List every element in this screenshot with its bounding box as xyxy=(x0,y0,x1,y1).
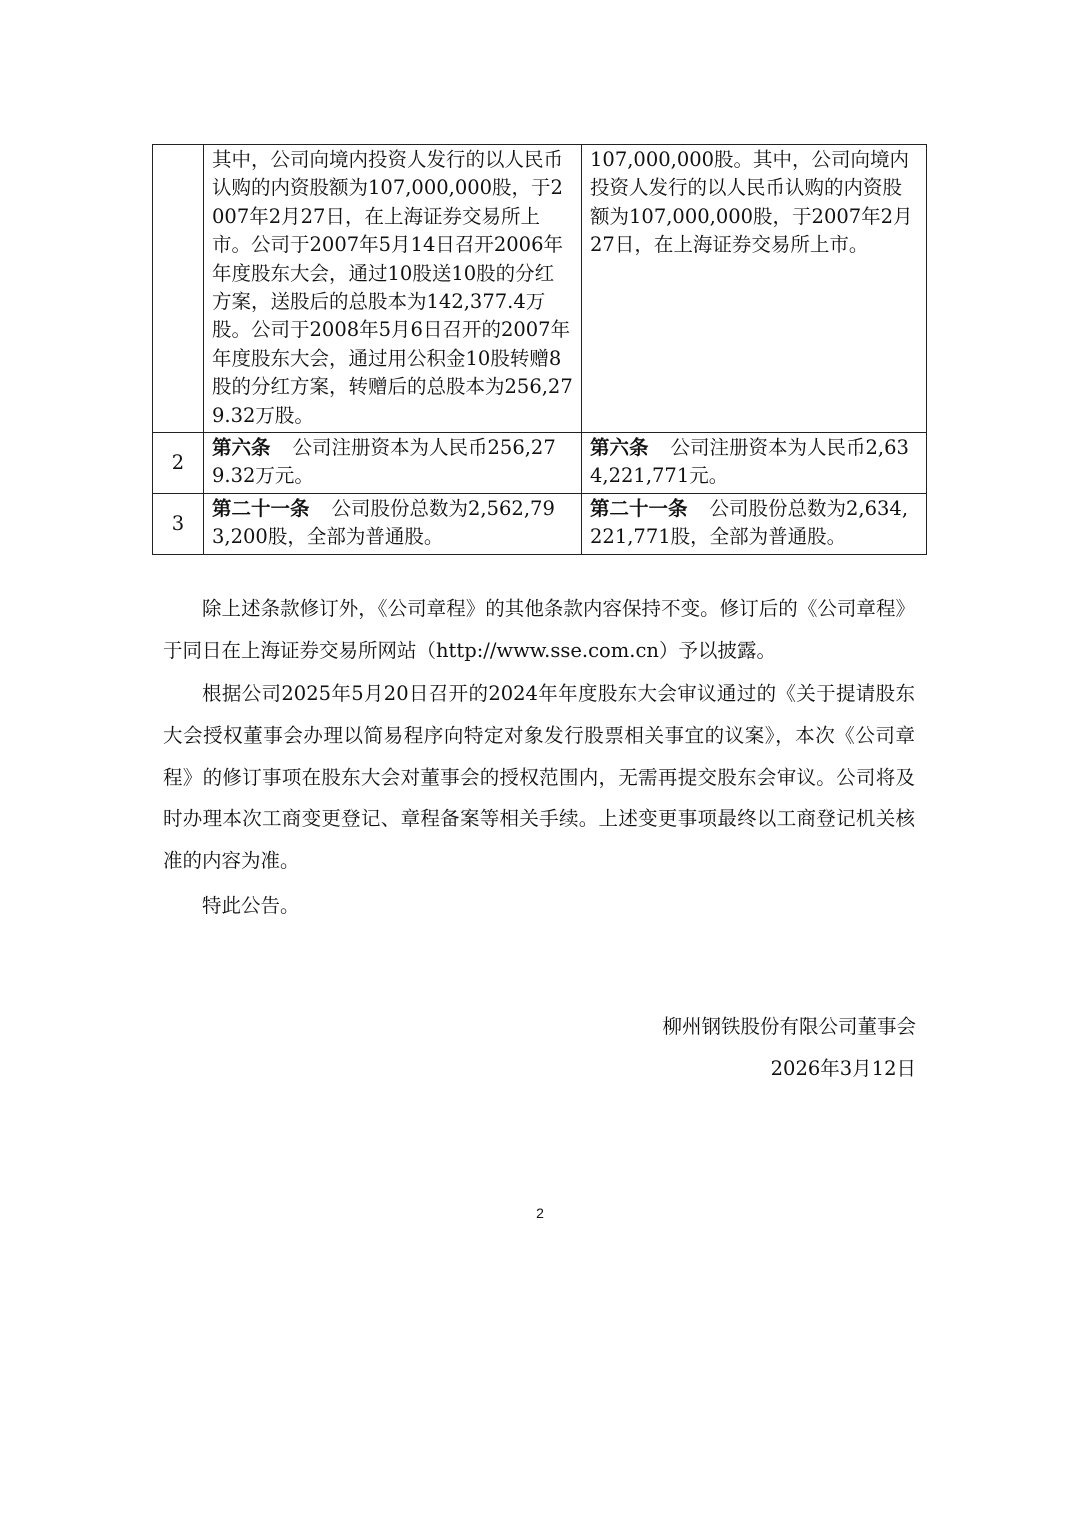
original-clause-text: 公司注册资本为人民币256,279.32万元。 xyxy=(212,436,556,488)
original-clause xyxy=(204,433,582,494)
original-clause-text: 其中，公司向境内投资人发行的以人民币认购的内资股额为107,000,000股，于2007年2月27日，在上海证券交易所上市。公司于2007年5月14日召开2006年年度股东大会，通过10股送10股的分红方案，送股后的总股本为142,377.4万股。公司于2008年5月6日召开的2007年年度股东大会，通过用公积金10股转赠8股的分红方案，转赠后的总股本为256,279.32万股。 xyxy=(204,145,582,433)
original-clause-text: 公司股份总数为2,562,793,200股，全部为普通股。 xyxy=(212,496,555,549)
page-number: 2 xyxy=(536,1205,544,1221)
table-row xyxy=(153,145,927,433)
amendment-table xyxy=(152,144,927,555)
table-row xyxy=(153,433,927,494)
revised-clause xyxy=(582,493,927,554)
revised-clause-text: 公司注册资本为人民币2,634,221,771元。 xyxy=(590,436,909,488)
row-number xyxy=(153,145,204,433)
original-clause xyxy=(204,493,582,554)
closing-statement: 特此公告。 xyxy=(202,894,300,917)
signature-company: 柳州钢铁股份有限公司董事会 xyxy=(662,1015,916,1038)
clause-title: 第二十一条 xyxy=(212,496,310,520)
signature-date: 2026年3月12日 xyxy=(770,1057,916,1080)
clause-title: 第二十一条 xyxy=(590,496,688,520)
revised-clause-text: 公司股份总数为2,634,221,771股，全部为普通股。 xyxy=(590,496,909,549)
table-row xyxy=(153,493,927,554)
amendment-note-paragraph: 除上述条款修订外，《公司章程》的其他条款内容保持不变。修订后的《公司章程》于同日在上海证券交易所网站（http://www.sse.com.cn）予以披露。 xyxy=(163,597,915,662)
row-number: 2 xyxy=(153,433,204,494)
clause-title: 第六条 xyxy=(212,436,271,460)
revised-clause-text: 107,000,000股。其中，公司向境内投资人发行的以人民币认购的内资股额为107,000,000股，于2007年2月27日，在上海证券交易所上市。 xyxy=(582,145,927,433)
clause-title: 第六条 xyxy=(590,436,649,460)
row-number: 3 xyxy=(153,493,204,554)
authorization-paragraph: 根据公司2025年5月20日召开的2024年年度股东大会审议通过的《关于提请股东大会授权董事会办理以简易程序向特定对象发行股票相关事宜的议案》，本次《公司章程》的修订事项在股东大会对董事会的授权范围内，无需再提交股东会审议。公司将及时办理本次工商变更登记、章程备案等相关手续。上述变更事项最终以工商登记机关核准的内容为准。 xyxy=(163,682,915,873)
revised-clause xyxy=(582,433,927,494)
